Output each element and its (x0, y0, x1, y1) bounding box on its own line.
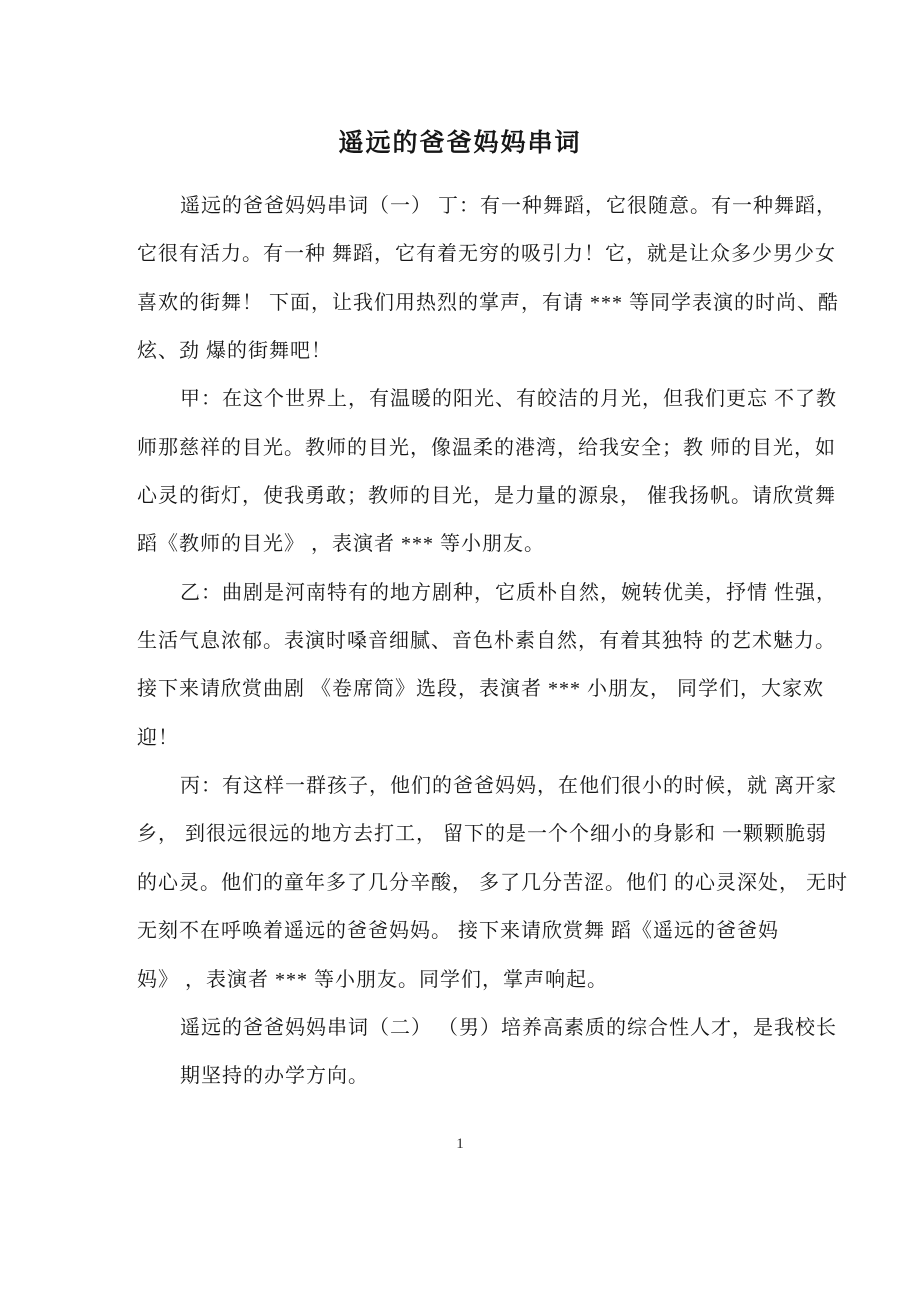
page-title: 遥远的爸爸妈妈串词 (338, 130, 582, 157)
text-line: 期坚持的办学方向。 (180, 1065, 369, 1088)
paragraph (137, 569, 853, 762)
text-line: 喜欢的街舞！ 下面，让我们用热烈的掌声，有请 *** 等同学表演的时尚、酷 (137, 291, 839, 314)
text-line: 无刻不在呼唤着遥远的爸爸妈妈。 接下来请欣赏舞 蹈《遥远的爸爸妈 (137, 920, 779, 943)
text-line: 丙：有这样一群孩子，他们的爸爸妈妈，在他们很小的时候，就 离开家 (180, 775, 837, 798)
text-line: 的心灵。他们的童年多了几分辛酸， 多了几分苦涩。他们 的心灵深处， 无时 (137, 871, 848, 894)
text-line: 炫、劲 爆的街舞吧！ (137, 340, 332, 363)
paragraph (137, 375, 853, 568)
document-body (137, 182, 853, 1101)
text-line: 迎！ (137, 726, 179, 749)
text-line: 它很有活力。有一种 舞蹈，它有着无穷的吸引力！它，就是让众多少男少女 (137, 243, 836, 266)
paragraph (137, 182, 853, 375)
text-line: 接下来请欣赏曲剧 《卷席筒》选段，表演者 *** 小朋友， 同学们，大家欢 (137, 678, 824, 701)
text-line: 心灵的街灯，使我勇敢；教师的目光，是力量的源泉， 催我扬帆。请欣赏舞 (137, 485, 836, 508)
paragraph (137, 1004, 853, 1101)
text-line: 生活气息浓郁。表演时嗓音细腻、音色朴素自然，有着其独特 的艺术魅力。 (137, 630, 836, 653)
text-line: 甲：在这个世界上，有温暖的阳光、有皎洁的月光，但我们更忘 不了教 (180, 388, 837, 411)
text-line: 遥远的爸爸妈妈串词（一） 丁：有一种舞蹈，它很随意。有一种舞蹈， (180, 195, 837, 217)
text-line: 妈》 ，表演者 *** 等小朋友。同学们，掌声响起。 (137, 968, 608, 991)
text-line: 乙：曲剧是河南特有的地方剧种，它质朴自然，婉转优美，抒情 性强， (180, 581, 837, 604)
text-line: 师那慈祥的目光。教师的目光，像温柔的港湾，给我安全；教 师的目光，如 (137, 436, 836, 459)
text-line: 遥远的爸爸妈妈串词（二） （男）培养高素质的综合性人才，是我校长 (180, 1016, 837, 1039)
text-line: 乡， 到很远很远的地方去打工， 留下的是一个个细小的身影和 一颗颗脆弱 (137, 823, 827, 846)
page-number: 1 (456, 1136, 464, 1152)
paragraph (137, 762, 853, 1004)
text-line: 蹈《教师的目光》 ，表演者 *** 等小朋友。 (137, 533, 545, 556)
